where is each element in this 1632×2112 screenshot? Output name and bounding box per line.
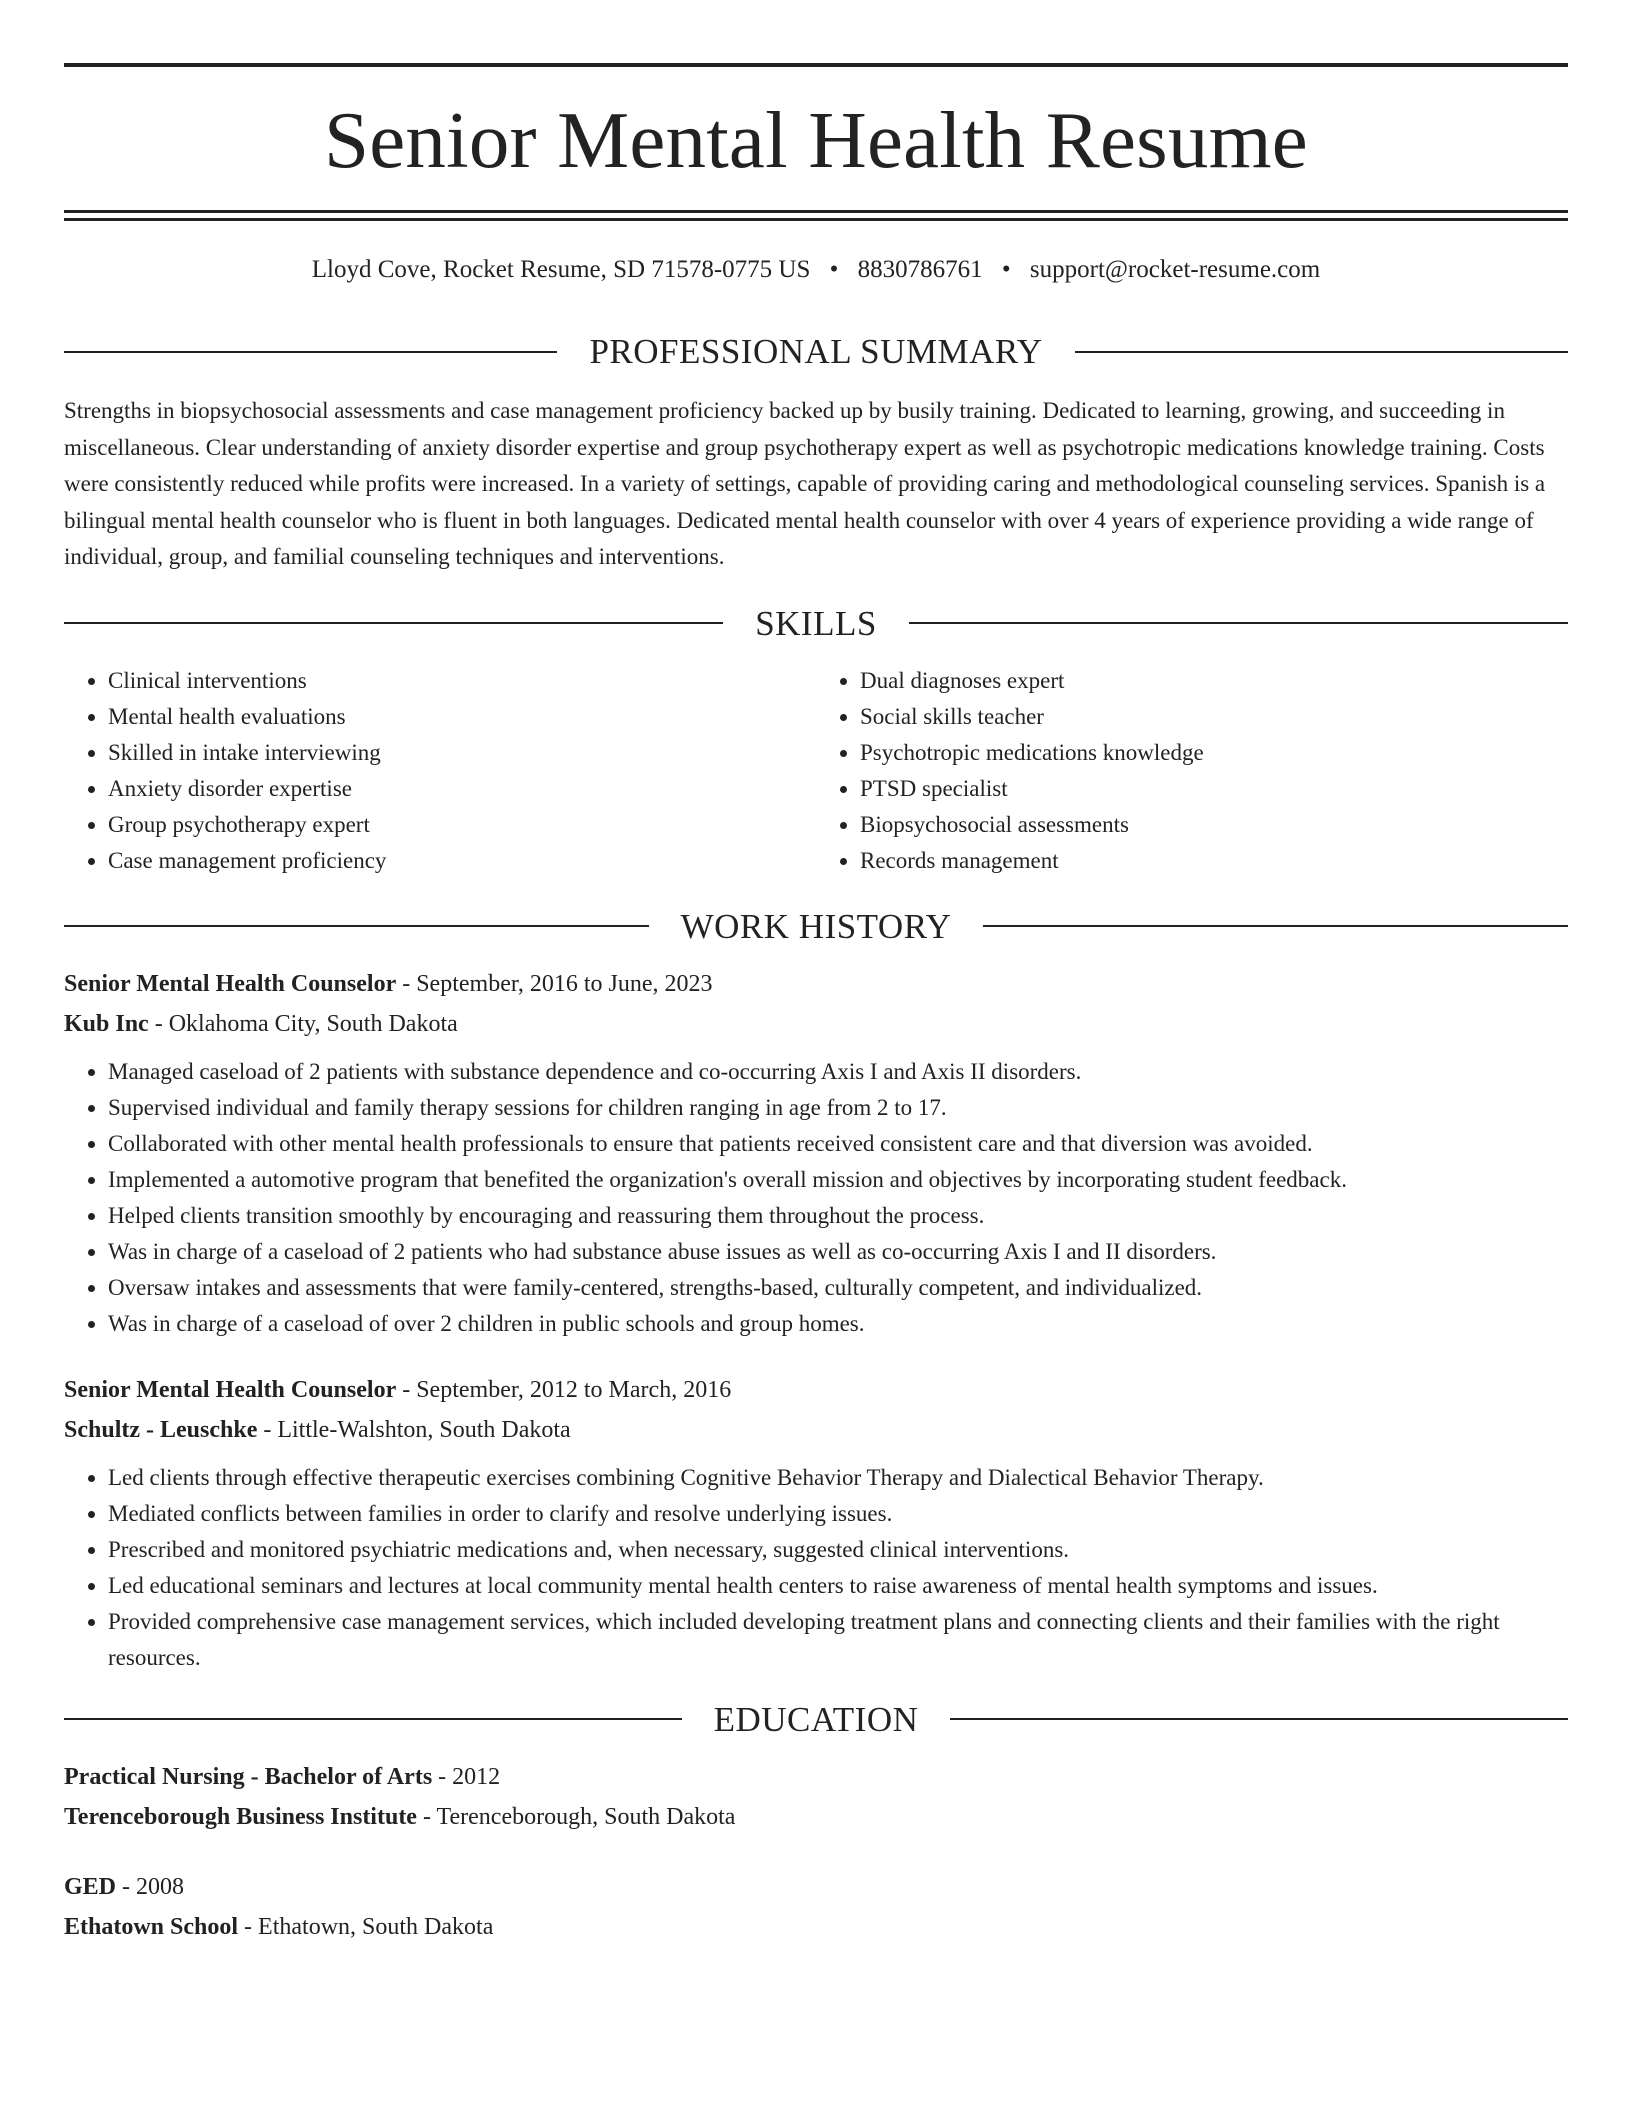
education-school-line [64, 1907, 1568, 1947]
job-location: - Oklahoma City, South Dakota [148, 1010, 458, 1037]
job-bullet: • Led clients through effective therapeutic exercises combining Cognitive Behavior Therapy and Dialectical Behavior Therapy. [108, 1460, 1568, 1496]
job-company: Kub Inc [64, 1010, 149, 1037]
job-title-line [64, 964, 1568, 1004]
skills-column-right [816, 663, 1568, 879]
skill-item: • Group psychotherapy expert [108, 807, 816, 843]
skill-item: • Clinical interventions [108, 663, 816, 699]
skills-section-header [64, 603, 1568, 643]
job-company: Schultz - Leuschke [64, 1416, 258, 1443]
job-company-line [64, 1004, 1568, 1044]
divider [950, 1718, 1568, 1720]
job-bullet: • Oversaw intakes and assessments that were family-centered, strengths-based, culturally competent, and individualized. [108, 1270, 1568, 1306]
divider [64, 1718, 682, 1720]
summary-section-header [64, 334, 1568, 369]
education-section-header [64, 1699, 1568, 1739]
title-double-rule [64, 210, 1568, 221]
education-degree-line [64, 1757, 1568, 1797]
job-bullet: • Was in charge of a caseload of over 2 children in public schools and group homes. [108, 1306, 1568, 1342]
education-location: - Ethatown, South Dakota [238, 1913, 494, 1940]
education-degree: Practical Nursing - Bachelor of Arts [64, 1763, 433, 1790]
work-section-header [64, 906, 1568, 946]
skills-column-left [64, 663, 816, 879]
education-school: Terenceborough Business Institute [64, 1803, 417, 1830]
job-dates: - September, 2016 to June, 2023 [396, 970, 713, 997]
skill-item: • Skilled in intake interviewing [108, 735, 816, 771]
divider [909, 622, 1568, 624]
skill-item: • Mental health evaluations [108, 699, 816, 735]
job-bullet: • Prescribed and monitored psychiatric medications and, when necessary, suggested clinical interventions. [108, 1532, 1568, 1568]
job-bullet: • Managed caseload of 2 patients with substance dependence and co-occurring Axis I and Axis II disorders. [108, 1054, 1568, 1090]
job-title: Senior Mental Health Counselor [64, 1376, 397, 1403]
divider [64, 622, 723, 624]
skill-item: • Social skills teacher [860, 699, 1568, 735]
job-bullet: • Helped clients transition smoothly by encouraging and reassuring them throughout the process. [108, 1198, 1568, 1234]
skill-item: • Case management proficiency [108, 843, 816, 879]
contact-separator: • [829, 256, 839, 283]
job-entry [64, 1370, 1568, 1676]
contact-address: Lloyd Cove, Rocket Resume, SD 71578-0775 US [311, 256, 811, 283]
job-bullet: • Led educational seminars and lectures at local community mental health centers to raise awareness of mental health symptoms and issues. [108, 1568, 1568, 1604]
education-location: - Terenceborough, South Dakota [416, 1803, 736, 1830]
education-school-line [64, 1797, 1568, 1837]
job-dates: - September, 2012 to March, 2016 [396, 1376, 732, 1403]
divider [983, 925, 1568, 927]
summary-text: Strengths in biopsychosocial assessments and case management proficiency backed up by busily training. Dedicated to learning, growing, and succeeding in miscellaneous. Clear understanding of anxiety disorder expertise and group psychotherapy expert as well as psychotropic medications knowledge training. Costs were consistently reduced while profits were increased. In a variety of settings, capable of providing caring and methodological counseling services. Spanish is a bilingual mental health counselor who is fluent in both languages. Dedicated mental health counselor with over 4 years of experience providing a wide range of individual, group, and familial counseling techniques and interventions. [64, 398, 1546, 569]
job-bullet: • Supervised individual and family therapy sessions for children ranging in age from 2 to 17. [108, 1090, 1568, 1126]
skill-item: • Records management [860, 843, 1568, 879]
skill-item: • PTSD specialist [860, 771, 1568, 807]
divider [1075, 351, 1568, 353]
skill-item: • Dual diagnoses expert [860, 663, 1568, 699]
education-year: - 2012 [432, 1763, 501, 1790]
education-degree-line [64, 1867, 1568, 1907]
section-heading: EDUCATION [713, 1699, 919, 1739]
section-heading: SKILLS [755, 603, 877, 643]
skill-item: • Anxiety disorder expertise [108, 771, 816, 807]
skills-list [64, 663, 1568, 879]
skill-item: • Psychotropic medications knowledge [860, 735, 1568, 771]
job-bullets [64, 1054, 1568, 1342]
top-rule [64, 63, 1568, 67]
job-bullet: • Was in charge of a caseload of 2 patients who had substance abuse issues as well as co-occurring Axis I and II disorders. [108, 1234, 1568, 1270]
education-degree: GED [64, 1873, 117, 1900]
resume-title: Senior Mental Health Resume [324, 95, 1308, 185]
divider [64, 351, 557, 353]
job-bullet: • Provided comprehensive case management services, which included developing treatment plans and connecting clients and their families with the right resources. [108, 1604, 1568, 1676]
section-heading: PROFESSIONAL SUMMARY [589, 332, 1043, 371]
job-title-line [64, 1370, 1568, 1410]
contact-email: support@rocket-resume.com [1029, 256, 1321, 283]
job-location: - Little-Walshton, South Dakota [257, 1416, 571, 1443]
education-school: Ethatown School [64, 1913, 239, 1940]
contact-phone: 8830786761 [857, 256, 983, 283]
job-company-line [64, 1410, 1568, 1450]
section-heading: WORK HISTORY [680, 906, 952, 946]
job-bullet: • Implemented a automotive program that benefited the organization's overall mission and objectives by incorporating student feedback. [108, 1162, 1568, 1198]
job-bullets [64, 1460, 1568, 1676]
divider [64, 925, 649, 927]
education-entry [64, 1867, 1568, 1947]
education-entry [64, 1757, 1568, 1837]
job-title: Senior Mental Health Counselor [64, 970, 397, 997]
skill-item: • Biopsychosocial assessments [860, 807, 1568, 843]
job-bullet: • Mediated conflicts between families in order to clarify and resolve underlying issues. [108, 1496, 1568, 1532]
education-year: - 2008 [116, 1873, 185, 1900]
job-entry [64, 964, 1568, 1342]
contact-line [64, 257, 1568, 282]
contact-separator: • [1001, 256, 1011, 283]
job-bullet: • Collaborated with other mental health professionals to ensure that patients received consistent care and that diversion was avoided. [108, 1126, 1568, 1162]
